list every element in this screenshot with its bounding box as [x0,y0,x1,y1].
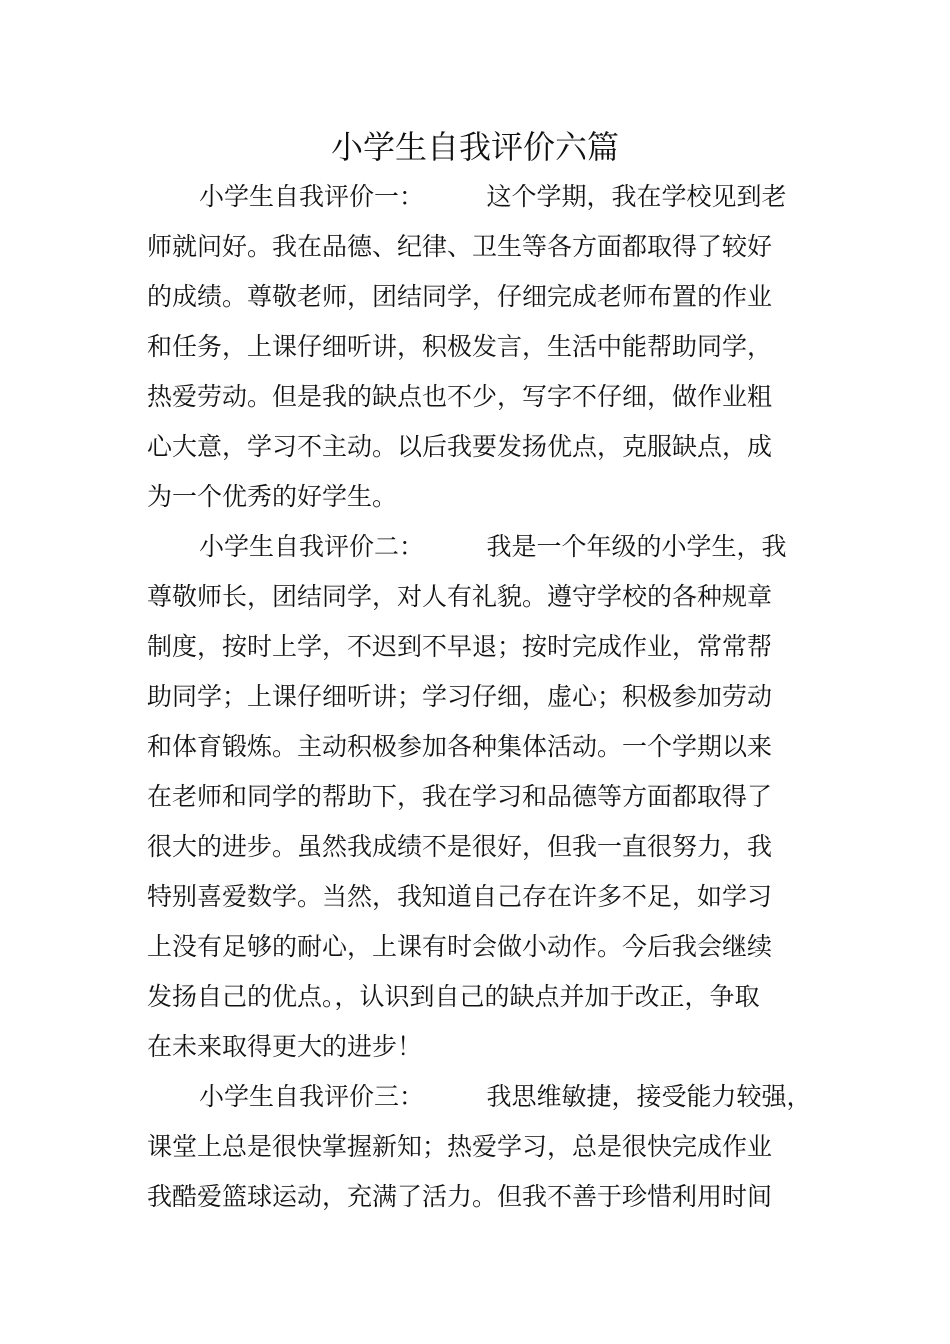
text-line: 课堂上总是很快掌握新知；热爱学习，总是很快完成作业 [147,1132,773,1161]
text-line: 发扬自己的优点。，认识到自己的缺点并加于改正，争取 [147,982,760,1011]
text-line: 为一个优秀的好学生。 [147,482,398,511]
text-line: 很大的进步。虽然我成绩不是很好，但我一直很努力，我 [147,832,773,861]
section-2-heading-line: 小学生自我评价二： 我是一个年级的小学生，我 [199,532,787,561]
text-line: 上没有足够的耐心，上课有时会做小动作。今后我会继续 [147,932,773,961]
text-line: 师就问好。我在品德、纪律、卫生等各方面都取得了较好 [147,232,773,261]
text-line: 在未来取得更大的进步！ [147,1032,423,1061]
text-line: 尊敬师长，团结同学，对人有礼貌。遵守学校的各种规章 [147,582,773,611]
section-1-heading-line: 小学生自我评价一： 这个学期，我在学校见到老 [199,182,787,211]
text-line: 我酷爱篮球运动，充满了活力。但我不善于珍惜利用时间 [147,1182,773,1211]
text-line: 助同学；上课仔细听讲；学习仔细，虚心；积极参加劳动 [147,682,773,711]
section-3-heading-line: 小学生自我评价三： 我思维敏捷，接受能力较强， [199,1082,812,1111]
text-line: 热爱劳动。但是我的缺点也不少，写字不仔细，做作业粗 [147,382,773,411]
text-line: 和体育锻炼。主动积极参加各种集体活动。一个学期以来 [147,732,773,761]
text-line: 心大意，学习不主动。以后我要发扬优点，克服缺点，成 [147,432,773,461]
text-line: 制度，按时上学，不迟到不早退；按时完成作业，常常帮 [147,632,773,661]
document-title: 小学生自我评价六篇 [330,128,619,166]
text-line: 和任务，上课仔细听讲，积极发言，生活中能帮助同学， [147,332,773,361]
document-body [147,172,827,1222]
text-line: 的成绩。尊敬老师，团结同学，仔细完成老师布置的作业 [147,282,773,311]
text-line: 特别喜爱数学。当然，我知道自己存在许多不足，如学习 [147,882,773,911]
text-line: 在老师和同学的帮助下，我在学习和品德等方面都取得了 [147,782,773,811]
